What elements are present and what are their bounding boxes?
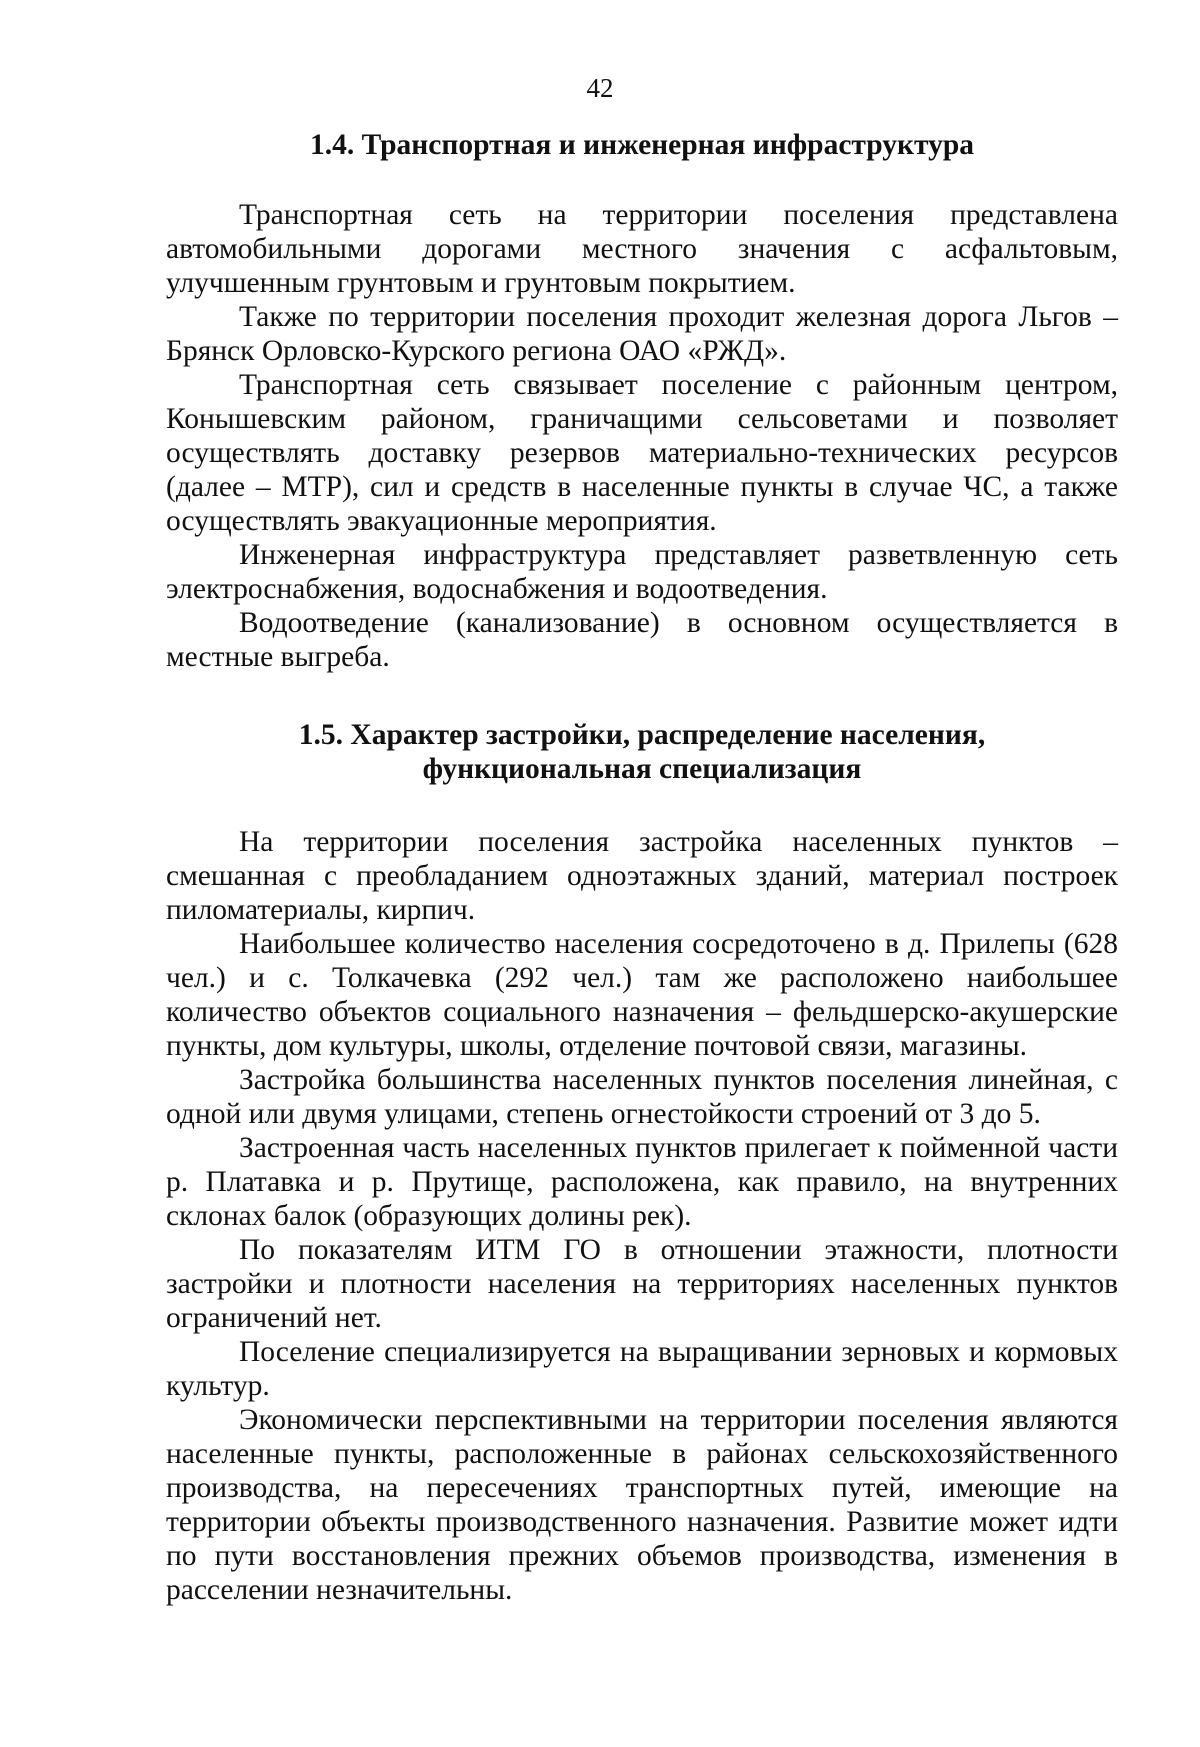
paragraph: По показателям ИТМ ГО в отношении этажности, плотности застройки и плотности населения на территориях населенных пунктов ограничений нет. [166, 1234, 1118, 1334]
page-content [166, 128, 1118, 1607]
paragraph: Также по территории поселения проходит железная дорога Льгов – Брянск Орловско-Курского региона ОАО «РЖД». [166, 301, 1118, 367]
section-heading-line-1: 1.5. Характер застройки, распределение населения, [298, 719, 986, 751]
paragraph: Поселение специализируется на выращивании зерновых и кормовых культур. [166, 1336, 1118, 1402]
paragraph: Транспортная сеть на территории поселения представлена автомобильными дорогами местного значения с асфальтовым, улучшенным грунтовым и грунтовым покрытием. [166, 199, 1118, 299]
section-heading: 1.4. Транспортная и инженерная инфраструктура [309, 129, 975, 161]
section-heading [166, 718, 1118, 786]
paragraph: Водоотведение (канализование) в основном осуществляется в местные выгреба. [166, 607, 1118, 673]
section-settlement-structure [166, 718, 1118, 1607]
paragraph: Экономически перспективными на территории поселения являются населенные пункты, расположенные в районах сельскохозяйственного производства, на пересечениях транспортных путей, имеющие на территории объекты производственного назначения. Развитие может идти по пути восстановления прежних объемов производства, изменения в расселении незначительны. [166, 1404, 1118, 1606]
section-heading-line-2: функциональная специализация [422, 753, 862, 785]
paragraph: Транспортная сеть связывает поселение с районным центром, Конышевским районом, граничащими сельсоветами и позволяет осуществлять доставку резервов материально-технических ресурсов (далее – МТР), сил и средств в населенные пункты в случае ЧС, а также осуществлять эвакуационные мероприятия. [166, 369, 1118, 537]
paragraph: Застройка большинства населенных пунктов поселения линейная, с одной или двумя улицами, степень огнестойкости строений от 3 до 5. [166, 1064, 1118, 1130]
paragraph: Застроенная часть населенных пунктов прилегает к пойменной части р. Платавка и р. Прутище, расположена, как правило, на внутренних склонах балок (образующих долины рек). [166, 1132, 1118, 1232]
paragraph: Наибольшее количество населения сосредоточено в д. Прилепы (628 чел.) и с. Толкачевка (292 чел.) там же расположено наибольшее количество объектов социального назначения – фельдшерско-акушерские пункты, дом культуры, школы, отделение почтовой связи, магазины. [166, 928, 1118, 1062]
paragraph: На территории поселения застройка населенных пунктов – смешанная с преобладанием одноэтажных зданий, материал построек пиломатериалы, кирпич. [166, 826, 1118, 926]
paragraph: Инженерная инфраструктура представляет разветвленную сеть электроснабжения, водоснабжения и водоотведения. [166, 539, 1118, 605]
page-number: 42 [586, 73, 614, 103]
section-transport-infrastructure [166, 128, 1118, 674]
